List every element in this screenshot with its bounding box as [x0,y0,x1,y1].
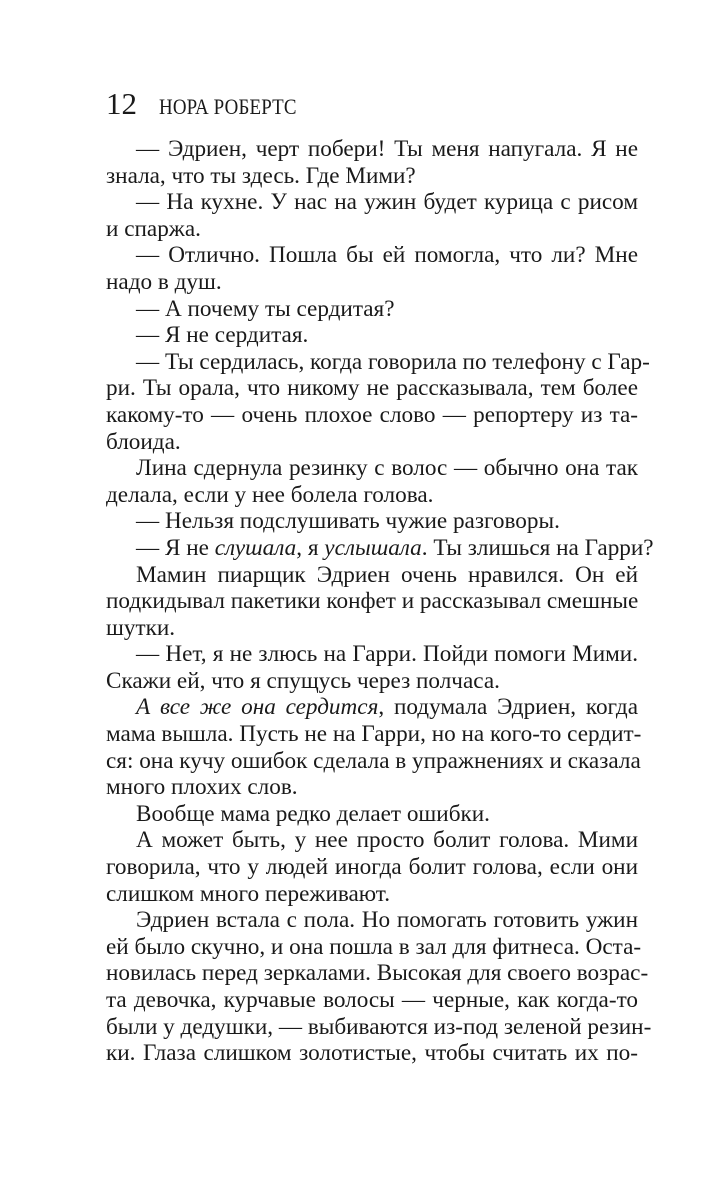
text-line: ри. Ты орала, что никому не рассказывала, тем более [106,375,638,402]
text-run: , я [296,534,325,561]
text-line: — На кухне. У нас на ужин будет курица с рисом [136,189,638,216]
text-line: мама вышла. Пусть не на Гарри, но на кого-то сердит- [106,721,642,748]
italic-run: А все же она сердится [136,694,379,721]
italic-run: слушала [214,534,297,561]
text-line: ся: она кучу ошибок сделала в упражнениях и сказала [106,747,641,774]
text-line: говорила, что у людей иногда болит голова, если они [106,854,638,881]
text-line: — А почему ты сердитая? [136,295,395,322]
text-line: — Ты сердилась, когда говорила по телефону с Гар- [136,348,650,375]
text-run: . Ты злишься на Гарри? [421,534,654,561]
text-line: Эдриен встала с пола. Но помогать готовить ужин [136,907,638,934]
text-line: новилась перед зеркалами. Высокая для своего возрас- [106,960,649,987]
text-line: и спаржа. [106,215,201,242]
text-line: Вообще мама редко делает ошибки. [136,800,490,827]
text-line: какому-то — очень плохое слово — репортеру из та- [106,401,638,428]
text-line: знала, что ты здесь. Где Мими? [106,162,416,189]
text-line: подкидывал пакетики конфет и рассказывал смешные [106,588,639,615]
text-line: были у дедушки, — выбиваются из-под зеленой резин- [106,1013,652,1040]
text-line: ки. Глаза слишком золотистые, чтобы считать их по- [106,1040,638,1067]
text-line: делала, если у нее болела голова. [106,481,434,508]
text-run: — Я не [136,534,215,561]
text-line: много плохих слов. [106,774,298,801]
italic-run: услышала [324,534,422,561]
text-line: Мамин пиарщик Эдриен очень нравился. Он ей [136,561,638,588]
page-header [106,86,319,120]
text-run: , подумала Эдриен, когда [378,694,638,721]
text-line: Лина сдернула резинку с волос — обычно она так [136,455,638,482]
text-line: — Нельзя подслушивать чужие разговоры. [136,508,560,535]
body-text [106,136,654,1067]
text-line: блоида. [106,428,181,455]
text-line: А может быть, у нее просто болит голова. Мими [136,827,638,854]
text-line: — Эдриен, черт побери! Ты меня напугала. Я не [136,136,638,162]
text-line: — Нет, я не злюсь на Гарри. Пойди помоги Мими. [136,641,638,668]
running-head-author: НОРА РОБЕРТС [159,94,297,119]
text-line: — Отлично. Пошла бы ей помогла, что ли? Мне [136,242,638,269]
text-line: ей было скучно, и она пошла в зал для фитнеса. Оста- [106,933,642,960]
text-line: слишком много переживают. [106,880,390,907]
text-line: та девочка, курчавые волосы — черные, как когда-то [106,987,638,1013]
text-line: Скажи ей, что я спущусь через полчаса. [106,667,500,694]
text-line-mixed [106,694,638,721]
text-line-mixed [106,534,654,562]
text-line: надо в душ. [106,268,222,295]
page-number: 12 [106,86,137,121]
text-line: — Я не сердитая. [136,322,309,349]
text-line: шутки. [106,614,176,641]
